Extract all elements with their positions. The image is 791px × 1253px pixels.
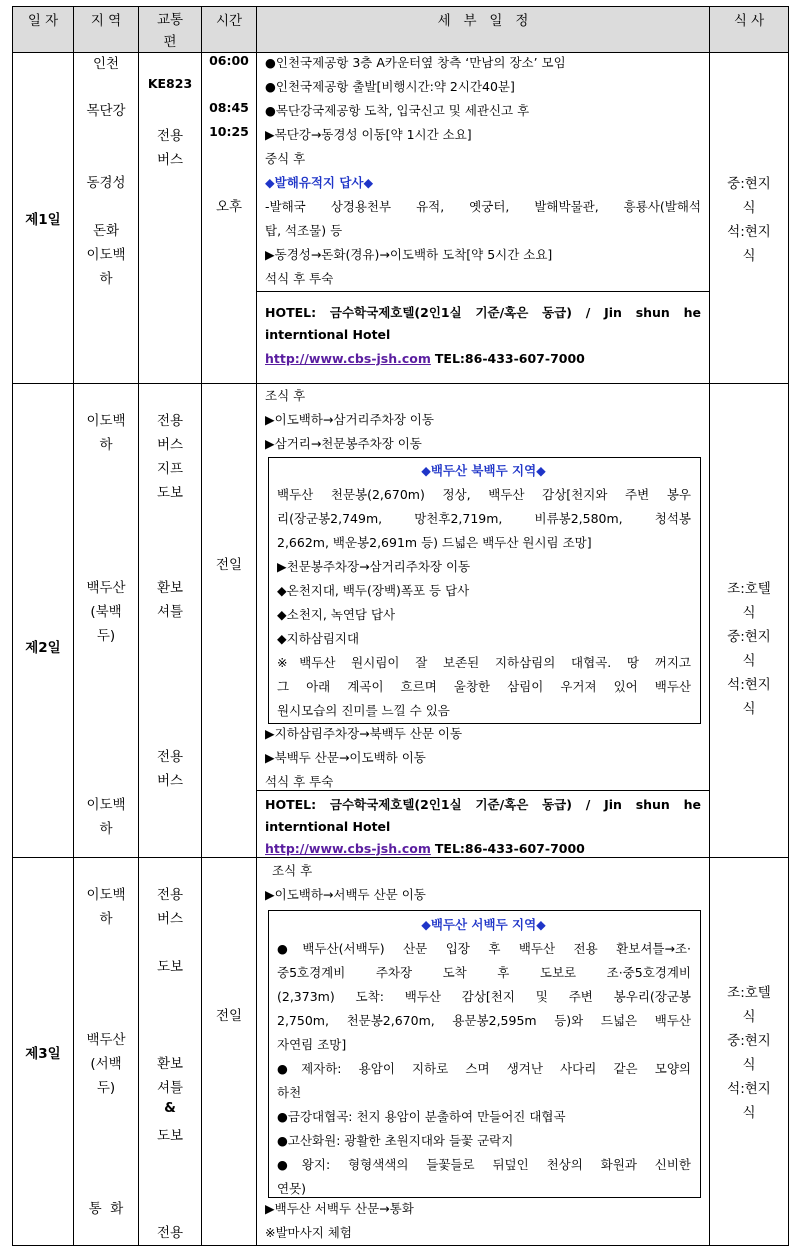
day2-region-1: 이도백 [86, 413, 126, 429]
day1-sched-3: ●목단강국제공항 도착, 입국신고 및 세관신고 후 [265, 103, 530, 118]
day3-box-line-10: ●왕지: 형형색색의 들꽃들로 뒤덮인 천상의 화원과 신비한 [277, 1157, 691, 1172]
day2-region-3: 백두산 [86, 580, 126, 596]
day3-time: 전일 [215, 1008, 243, 1024]
day1-region-3: 동경성 [86, 175, 126, 191]
day1-bottom-border [12, 383, 789, 384]
header-schedule: 세 부 일 정 [437, 13, 529, 29]
day1-meal-1: 중:현지 [727, 176, 771, 192]
day2-hotel-line-2: interntional Hotel [265, 819, 391, 834]
day3-meal-3: 중:현지 [727, 1033, 771, 1049]
day3-transport-3: 도보 [156, 959, 184, 975]
day1-sched-1: ●인천국제공항 3층 A카운터옆 창측 ‘만남의 장소’ 모임 [265, 55, 566, 70]
day2-hotel-line-1: HOTEL: 금수학국제호텔(2인1실 기준/혹은 동급) / Jin shun he [265, 797, 701, 812]
day3-transport-5: 셔틀 [156, 1080, 184, 1096]
col-border-4 [256, 6, 257, 1246]
day1-sched-8: 탑, 석조물) 등 [265, 223, 343, 238]
day2-region-5: 두) [96, 628, 116, 644]
day2-meal-4: 식 [742, 653, 756, 669]
day2-label: 제2일 [25, 640, 61, 656]
day3-meal-2: 식 [742, 1009, 756, 1025]
day1-sched-5: 중식 후 [265, 151, 306, 166]
day2-sched-bottom-1: ▶지하삼림주차장→북백두 산문 이동 [265, 726, 463, 741]
day2-region-4: (북백 [90, 604, 122, 620]
day3-meal-1: 조:호텔 [727, 985, 771, 1001]
day2-box-line-6: ◆소천지, 녹연담 답사 [277, 607, 396, 622]
day1-time-2: 08:45 [209, 100, 249, 115]
day1-meal-2: 식 [742, 200, 756, 216]
day2-transport-8: 버스 [156, 773, 184, 789]
day1-region-4: 돈화 [92, 223, 120, 239]
day1-meal-4: 식 [742, 248, 756, 264]
day3-transport-2: 버스 [156, 911, 184, 927]
day2-region-2: 하 [99, 437, 113, 453]
day1-sched-6: ◆발해유적지 답사◆ [265, 175, 374, 190]
day3-box-line-6: ●제자하: 용암이 지하로 스며 생겨난 사다리 같은 모양의 [277, 1061, 691, 1076]
day3-label: 제3일 [25, 1046, 61, 1062]
day3-transport-7: 도보 [156, 1128, 184, 1144]
day3-transport-4: 환보 [156, 1056, 184, 1072]
day2-sched-bottom-3: 석식 후 투숙 [265, 774, 334, 789]
day3-meal-6: 식 [742, 1105, 756, 1121]
day3-region-1: 이도백 [86, 887, 126, 903]
day2-hotel-tel: TEL:86-433-607-7000 [434, 841, 585, 856]
day2-box-line-3: 2,662m, 백운봉2,691m 등) 드넓은 백두산 원시림 조망] [277, 535, 592, 550]
header-date: 일 자 [27, 13, 59, 29]
day1-time-1: 06:00 [209, 53, 249, 68]
day2-region-6: 이도백 [86, 797, 126, 813]
header-region: 지 역 [90, 13, 122, 29]
day3-box-line-9: ●고산화원: 광활한 초원지대와 들꽃 군락지 [277, 1133, 514, 1148]
day1-region-2: 목단강 [86, 103, 126, 119]
day1-hotel-line-2: interntional Hotel [265, 327, 391, 342]
day1-region-1: 인천 [92, 56, 120, 72]
day2-sched-bottom-2: ▶북백두 산문→이도백하 이동 [265, 750, 426, 765]
day2-transport-2: 버스 [156, 437, 184, 453]
col-border-3 [201, 6, 202, 1246]
day2-box-line-7: ◆지하삼림지대 [277, 631, 360, 646]
header-transport: 교통편 [156, 12, 184, 50]
day1-sched-2: ●인천국제공항 출발[비행시간:약 2시간40분] [265, 79, 515, 94]
day2-box-line-5: ◆온천지대, 백두(장백)폭포 등 답사 [277, 583, 470, 598]
day3-meal-4: 식 [742, 1057, 756, 1073]
day1-transport-2: 전용 [156, 128, 184, 144]
day2-box-line-1: 백두산 천문봉(2,670m) 정상, 백두산 감상[천지와 주변 봉우 [277, 487, 691, 502]
day3-box-line-1: ●백두산(서백두) 산문 입장 후 백두산 전용 환보셔틀→조· [277, 941, 691, 956]
day3-sched-bottom-2: ※발마사지 체험 [265, 1225, 352, 1240]
day2-box-title: ◆백두산 북백두 지역◆ [421, 463, 546, 478]
day1-flight: KE823 [147, 76, 193, 91]
day1-sched-10: 석식 후 투숙 [265, 271, 334, 286]
day3-box-line-11: 연못) [277, 1181, 307, 1196]
header-time: 시간 [215, 13, 243, 29]
day1-region-6: 하 [99, 271, 113, 287]
day1-time-4: 오후 [215, 199, 243, 215]
day2-box-line-8: ※백두산 원시림이 잘 보존된 지하삼림의 대협곡. 땅 꺼지고 [277, 655, 691, 670]
day2-transport-4: 도보 [156, 485, 184, 501]
day2-meal-2: 식 [742, 605, 756, 621]
day2-transport-5: 환보 [156, 580, 184, 596]
table-bottom-border [12, 1245, 789, 1246]
day3-box-line-2: 중5호경계비 주차장 도착 후 도보로 조·중5호경계비 [277, 965, 691, 980]
day2-sched-top-2: ▶이도백하→삼거리주차장 이동 [265, 412, 434, 427]
day3-sched-top-2: ▶이도백하→서백두 산문 이동 [265, 887, 426, 902]
day1-transport-3: 버스 [156, 152, 184, 168]
day3-box-line-5: 자연림 조망] [277, 1037, 347, 1052]
day2-region-7: 하 [99, 821, 113, 837]
day1-hotel-line-1: HOTEL: 금수학국제호텔(2인1실 기준/혹은 동급) / Jin shun he [265, 305, 701, 320]
day3-region-3: 백두산 [86, 1032, 126, 1048]
day3-box-line-3: (2,373m) 도착: 백두산 감상[천지 및 주변 봉우리(장군봉 [277, 989, 691, 1004]
day3-region-5: 두) [96, 1080, 116, 1096]
day2-transport-1: 전용 [156, 413, 184, 429]
day1-hotel-url-link[interactable]: http://www.cbs-jsh.com [265, 351, 431, 366]
day2-transport-7: 전용 [156, 749, 184, 765]
day2-sched-top-1: 조식 후 [265, 388, 306, 403]
day2-meal-1: 조:호텔 [727, 581, 771, 597]
day1-sched-7: -발해국 상경용천부 유적, 옛궁터, 발해박물관, 흥룡사(발해석 [265, 199, 701, 214]
day1-hotel-separator [257, 291, 709, 292]
day2-box-line-10: 원시모습의 진미를 느낄 수 있음 [277, 703, 450, 718]
day3-sched-bottom-1: ▶백두산 서백두 산문→통화 [265, 1201, 414, 1216]
day2-box-line-9: 그 아래 계곡이 흐르며 울창한 삼림이 우거져 있어 백두산 [277, 679, 691, 694]
day3-transport-1: 전용 [156, 887, 184, 903]
day1-meal-3: 석:현지 [727, 224, 771, 240]
day1-label: 제1일 [25, 212, 61, 228]
day1-region-5: 이도백 [86, 247, 126, 263]
col-border-6 [788, 6, 789, 1246]
day3-box-line-7: 하천 [277, 1085, 302, 1100]
day1-sched-4: ▶목단강→동경성 이동[약 1시간 소요] [265, 127, 472, 142]
day3-box-line-4: 2,750m, 천문봉2,670m, 용문봉2,595m 등)와 드넓은 백두산 [277, 1013, 691, 1028]
day2-meal-3: 중:현지 [727, 629, 771, 645]
day2-transport-6: 셔틀 [156, 604, 184, 620]
day3-transport-6: & [164, 1100, 176, 1116]
day3-region-6: 통 화 [88, 1201, 124, 1217]
day3-region-2: 하 [99, 911, 113, 927]
day1-sched-9: ▶동경성→돈화(경유)→이도백하 도착[약 5시간 소요] [265, 247, 553, 262]
day3-meal-5: 석:현지 [727, 1081, 771, 1097]
day2-box-line-2: 리(장군봉2,749m, 망천후2,719m, 비류봉2,580m, 청석봉 [277, 511, 691, 526]
day2-transport-3: 지프 [156, 461, 184, 477]
day3-transport-8: 전용 [156, 1225, 184, 1241]
day3-sched-top-1: 조식 후 [272, 863, 313, 878]
day3-box-line-8: ●금강대협곡: 천지 용암이 분출하여 만들어진 대협곡 [277, 1109, 566, 1124]
day2-bottom-border [12, 857, 789, 858]
day1-hotel-tel: TEL:86-433-607-7000 [434, 351, 585, 366]
day1-time-3: 10:25 [209, 124, 249, 139]
day2-hotel-url-link[interactable]: http://www.cbs-jsh.com [265, 841, 431, 856]
day3-box-title: ◆백두산 서백두 지역◆ [421, 917, 546, 932]
day2-hotel-separator [257, 790, 709, 791]
day2-hotel-contact [265, 841, 585, 856]
day2-meal-5: 석:현지 [727, 677, 771, 693]
day2-time: 전일 [215, 557, 243, 573]
day2-box-line-4: ▶천문봉주차장→삼거리주차장 이동 [277, 559, 471, 574]
day3-region-4: (서백 [90, 1056, 122, 1072]
day2-meal-6: 식 [742, 701, 756, 717]
day1-hotel-contact [265, 351, 585, 366]
header-meals: 식 사 [733, 13, 765, 29]
table-top-border [12, 6, 789, 7]
day2-sched-top-3: ▶삼거리→천문봉주차장 이동 [265, 436, 422, 451]
